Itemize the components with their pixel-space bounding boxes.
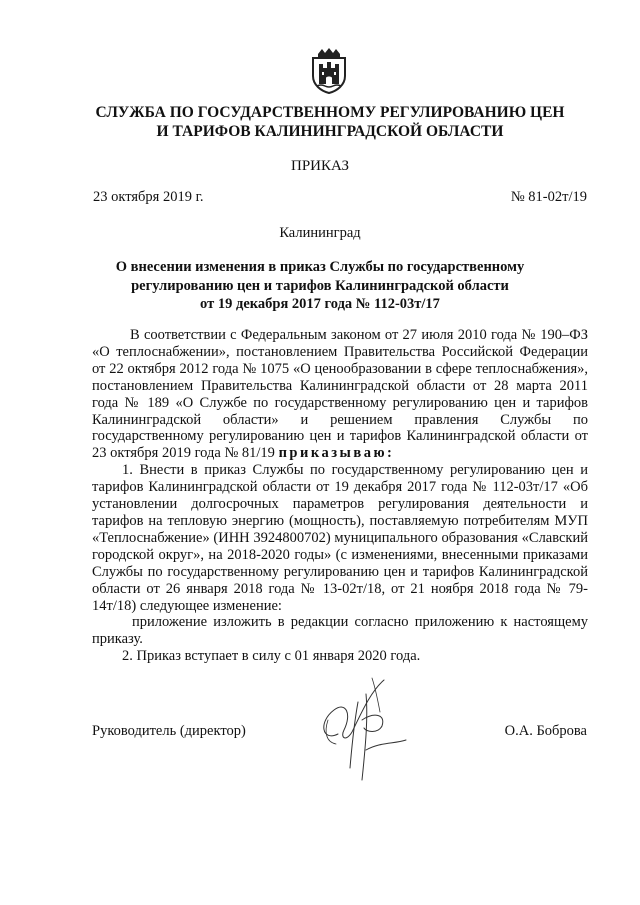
document-type: ПРИКАЗ xyxy=(291,158,349,174)
handwritten-signature-icon xyxy=(300,672,420,787)
title-line-1: О внесении изменения в приказ Службы по государственному xyxy=(115,259,525,275)
document-title xyxy=(90,258,550,314)
title-line-3: от 19 декабря 2017 года № 112-03т/17 xyxy=(200,296,440,312)
order-word: приказываю: xyxy=(278,445,395,462)
preamble-paragraph xyxy=(92,327,588,462)
org-line-2: И ТАРИФОВ КАЛИНИНГРАДСКОЙ ОБЛАСТИ xyxy=(156,123,504,140)
document-number: № 81-02т/19 xyxy=(510,189,587,205)
preamble-text: В соответствии с Федеральным законом от 27 июля 2010 года № 190–ФЗ «О теплоснабжении», постановлением Правительства Российской Федерации от 22 октября 2012 года № 1075 «О ценообразовании в сфере теплоснабжения», постановлением Правительства Калининградской области от 28 марта 2011 года № 189 «О Службе по государственному регулированию цен и тарифов Калининградской области» и решением правления Службы по государственному регулированию цен и тарифов Калининградской области от 23 октября 2019 года № 81/19 xyxy=(92,327,588,462)
item-1-sub-paragraph: приложение изложить в редакции согласно приложению к настоящему приказу. xyxy=(92,614,588,648)
item-1-paragraph: 1. Внести в приказ Службы по государственному регулированию цен и тарифов Калининградской области от 19 декабря 2017 года № 112-03т/17 «Об установлении долгосрочных параметров регулирования деятельности и тарифов на тепловую энергию (мощность), поставляемую потребителям МУП «Теплоснабжение» (ИНН 3924800702) муниципального образования «Славский городской округ», на 2018-2020 годы» (с изменениями, внесенными приказами Службы по государственному регулированию цен и тарифов Калининградской области от 26 января 2018 года № 13-02т/18, от 21 ноября 2018 года № 79-14т/18) следующее изменение: xyxy=(92,462,588,614)
kaliningrad-coat-of-arms-icon xyxy=(309,48,349,94)
item-2-paragraph: 2. Приказ вступает в силу с 01 января 2020 года. xyxy=(122,648,421,665)
document-date: 23 октября 2019 г. xyxy=(93,189,204,205)
document-body xyxy=(92,327,588,665)
organization-name xyxy=(60,103,600,141)
org-line-1: СЛУЖБА ПО ГОСУДАРСТВЕННОМУ РЕГУЛИРОВАНИЮ ЦЕН xyxy=(95,104,565,121)
signatory-name: О.А. Боброва xyxy=(504,723,587,739)
document-city: Калининград xyxy=(279,225,361,241)
title-line-2: регулированию цен и тарифов Калининградской области xyxy=(131,277,509,294)
signatory-role: Руководитель (директор) xyxy=(92,723,246,739)
